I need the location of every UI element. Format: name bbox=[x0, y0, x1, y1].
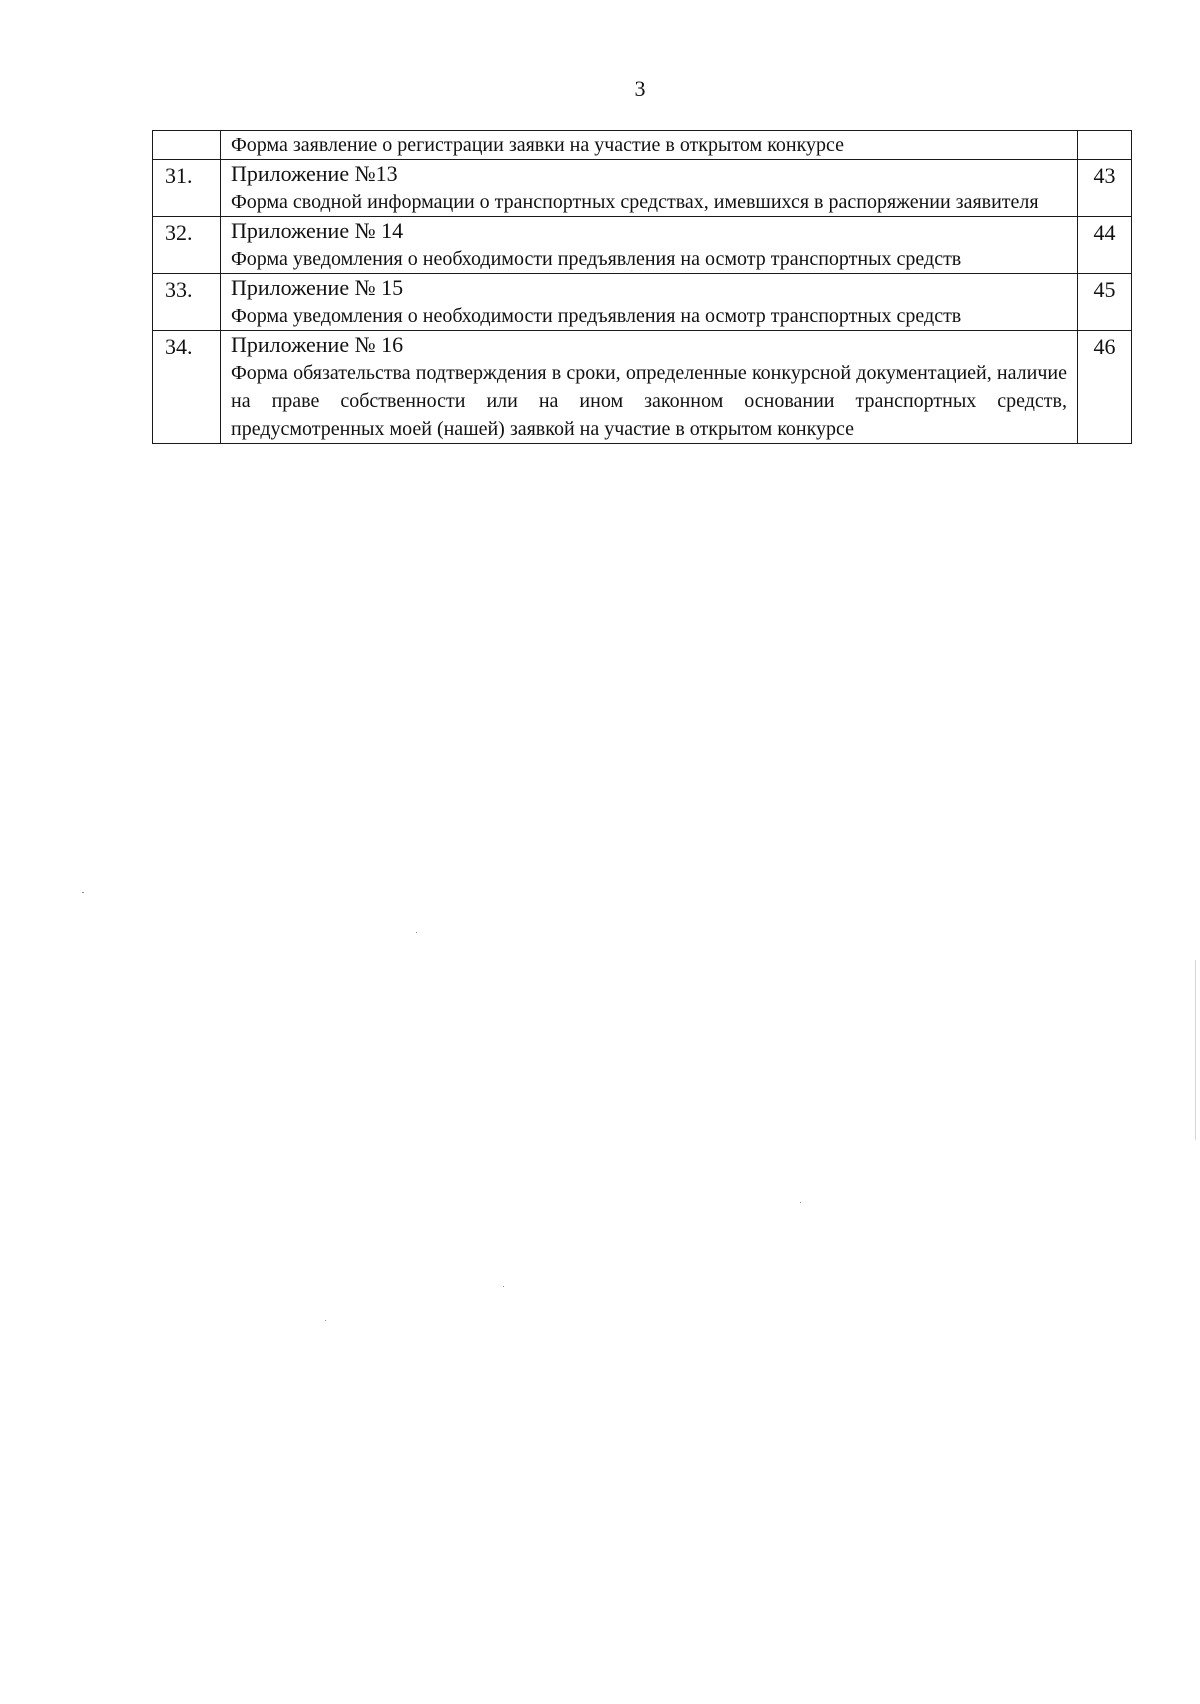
row-page-number: 45 bbox=[1078, 274, 1132, 331]
form-title: Форма заявление о регистрации заявки на участие в открытом конкурсе bbox=[231, 134, 845, 156]
form-title: Форма обязательства подтверждения в сроки, определенные конкурсной документацией, наличие на праве собственности или на ином законном основании транспортных средств, предусмотренных моей (нашей) заявкой на участие в открытом конкурсе bbox=[231, 362, 1067, 440]
form-title: Форма сводной информации о транспортных средствах, имевшихся в распоряжении заявителя bbox=[231, 191, 1039, 213]
page-number: 3 bbox=[634, 76, 646, 101]
appendix-label: Приложение №13 bbox=[231, 161, 398, 186]
row-number: 34. bbox=[153, 331, 221, 444]
form-title: Форма уведомления о необходимости предъявления на осмотр транспортных средств bbox=[231, 248, 962, 270]
appendix-label: Приложение № 16 bbox=[231, 332, 404, 357]
row-description bbox=[221, 274, 1078, 331]
form-title: Форма уведомления о необходимости предъявления на осмотр транспортных средств bbox=[231, 305, 962, 327]
table-row bbox=[153, 217, 1132, 274]
appendix-label: Приложение № 15 bbox=[231, 275, 404, 300]
table-row bbox=[153, 274, 1132, 331]
row-page-number: 44 bbox=[1078, 217, 1132, 274]
row-page-number: 46 bbox=[1078, 331, 1132, 444]
scan-speck bbox=[82, 892, 84, 893]
scan-speck bbox=[503, 1286, 504, 1287]
table-row bbox=[153, 131, 1132, 160]
row-page-number: 43 bbox=[1078, 160, 1132, 217]
row-number: 31. bbox=[153, 160, 221, 217]
table-row bbox=[153, 331, 1132, 444]
row-description bbox=[221, 217, 1078, 274]
row-number bbox=[153, 131, 221, 160]
scan-speck bbox=[1195, 960, 1196, 1140]
contents-table bbox=[152, 130, 1132, 444]
row-number: 32. bbox=[153, 217, 221, 274]
row-page-number bbox=[1078, 131, 1132, 160]
scan-speck bbox=[416, 932, 417, 933]
row-description bbox=[221, 160, 1078, 217]
table-row bbox=[153, 160, 1132, 217]
scan-speck bbox=[800, 1202, 801, 1203]
scan-speck bbox=[325, 1320, 326, 1321]
row-description bbox=[221, 331, 1078, 444]
row-description bbox=[221, 131, 1078, 160]
row-number: 33. bbox=[153, 274, 221, 331]
appendix-label: Приложение № 14 bbox=[231, 218, 404, 243]
